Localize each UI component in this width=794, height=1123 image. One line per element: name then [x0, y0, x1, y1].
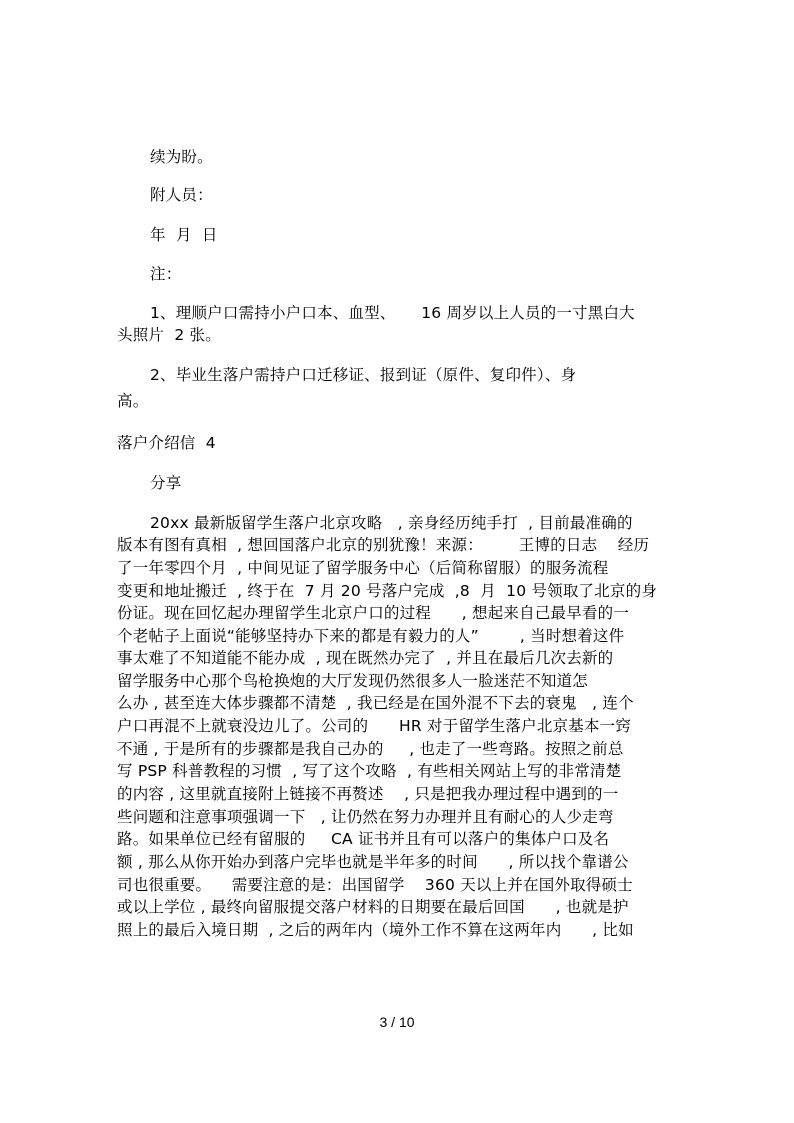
text-line: 版本有图有真相 , 想回国落户北京的别犹豫！来源： 王博的日志 经历 — [117, 536, 650, 554]
text-line: 了一年零四个月 , 中间见证了留学服务中心（后简称留服）的服务流程 — [117, 559, 609, 577]
text-line: 高。 — [117, 392, 149, 410]
text-line: 照上的最后入境日期 , 之后的两年内（境外工作不算在这两年内 , 比如 — [117, 921, 634, 939]
text-line: 份证。现在回忆起办理留学生北京户口的过程 , 想起来自己最早看的一 — [117, 604, 630, 622]
text-line: 附人员： — [150, 186, 213, 204]
page-number: 3 / 10 — [379, 1014, 415, 1030]
text-line: 1、理顺户口需持小户口本、血型、 16 周岁以上人员的一寸黑白大 — [150, 304, 635, 322]
text-line: 写 PSP 科普教程的习惯 , 写了这个攻略 , 有些相关网站上写的非常清楚 — [117, 762, 622, 780]
text-line: 分享 — [150, 474, 182, 492]
text-line: 变更和地址搬迁 , 终于在 7 月 20 号落户完成 ,8 月 10 号领取了北京的身 — [117, 582, 658, 600]
text-line: 头照片 2 张。 — [117, 326, 221, 344]
text-line: 2、毕业生落户需持户口迁移证、报到证（原件、复印件）、身 — [150, 366, 577, 384]
text-line: 20xx 最新版留学生落户北京攻略 , 亲身经历纯手打 , 目前最准确的 — [150, 514, 633, 532]
text-line: 不通 , 于是所有的步骤都是我自己办的 , 也走了一些弯路。按照之前总 — [117, 740, 624, 758]
text-line: 续为盼。 — [150, 148, 213, 166]
text-line: 或以上学位 , 最终向留服提交落户材料的日期要在最后回国 , 也就是护 — [117, 898, 629, 916]
text-line: 的内容 , 这里就直接附上链接不再赘述 , 只是把我办理过程中遇到的一 — [117, 785, 619, 803]
text-line: 年 月 日 — [150, 226, 218, 244]
text-line: 事太难了不知道能不能办成 , 现在既然办完了 , 并且在最后几次去新的 — [117, 649, 614, 667]
text-line: 司也很重要。 需要注意的是：出国留学 360 天以上并在国外取得硕士 — [117, 876, 633, 894]
text-line: 留学服务中心那个鸟枪换炮的大厅发现仍然很多人一脸迷茫不知道怎 — [117, 672, 589, 690]
text-line: 个老帖子上面说“能够坚持办下来的都是有毅力的人” , 当时想着这件 — [117, 627, 625, 645]
text-line: 户口再混不上就衰没边儿了。公司的 HR 对于留学生落户北京基本一窍 — [117, 717, 632, 735]
text-line: 些问题和注意事项强调一下 , 让仍然在努力办理并且有耐心的人少走弯 — [117, 808, 614, 826]
text-line: 路。如果单位已经有留服的 CA 证书并且有可以落户的集体户口及名 — [117, 830, 610, 848]
text-line: 额 , 那么从你开始办到落户完毕也就是半年多的时间 , 所以找个靠谱公 — [117, 853, 629, 871]
text-line: 么办 , 甚至连大体步骤都不清楚 , 我已经是在国外混不下去的衰鬼 , 连个 — [117, 694, 634, 712]
section-heading: 落户介绍信 4 — [117, 434, 216, 452]
text-line: 注： — [150, 265, 182, 283]
